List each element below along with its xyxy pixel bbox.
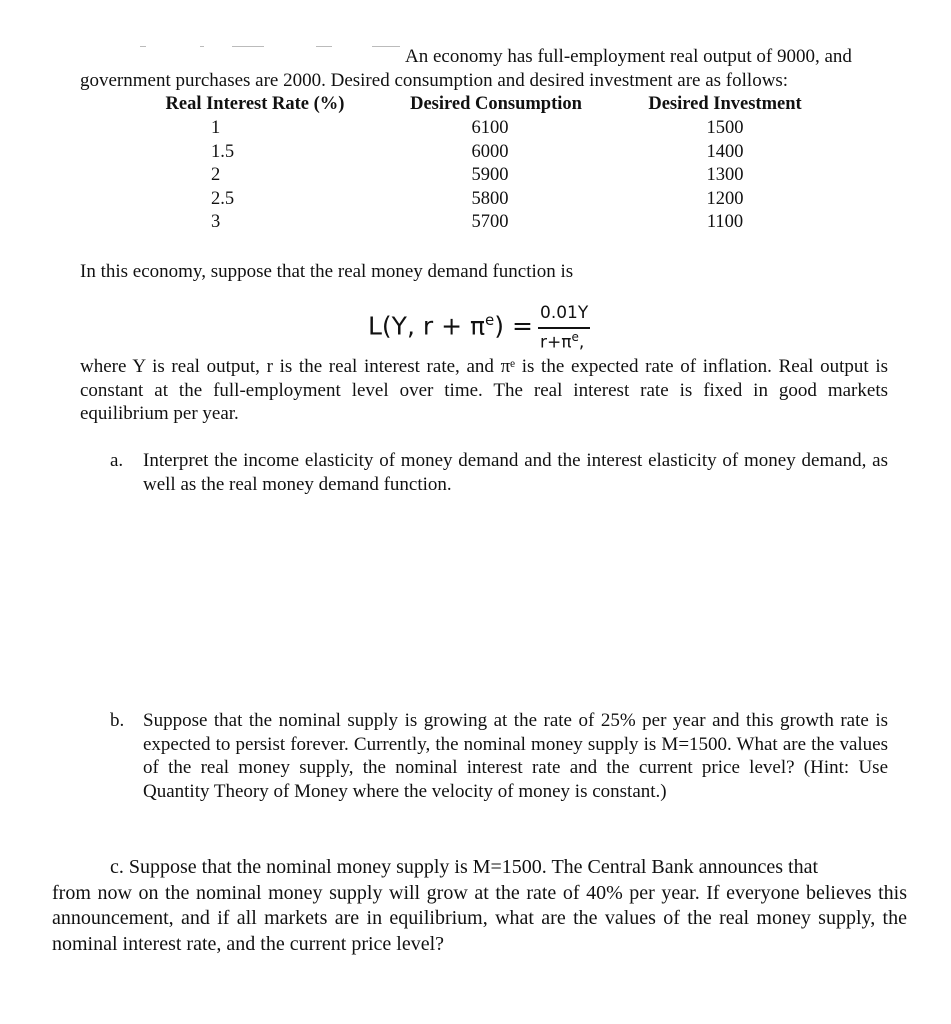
table-cell: 5800	[471, 188, 509, 209]
table-cell: 1100	[706, 212, 744, 232]
question-c-line-1: c. Suppose that the nominal money supply is M=1500. The Central Bank announces that	[110, 856, 819, 878]
table-cell: 1200	[706, 188, 744, 209]
table-cell: 6100	[471, 118, 509, 138]
table-cell: 6000	[471, 141, 509, 162]
header-real-interest-rate: Real Interest Rate (%)	[165, 94, 345, 114]
table-cell: 3	[211, 212, 221, 232]
formula-lhs: L(Y, r + π	[368, 311, 486, 341]
question-c	[52, 855, 907, 957]
table-cell: 5900	[471, 165, 509, 185]
formula-trailing-comma: ,	[578, 332, 585, 353]
question-c-text: from now on the nominal money supply will grow at the rate of 40% per year. If everyone believes this announcement, and if all markets are in equilibrium, what are the values of the real money supply, the nominal interest rate, and the current price level?	[52, 881, 907, 955]
column-desired-investment	[691, 117, 759, 235]
formula-lhs-superscript: e	[485, 311, 495, 329]
header-desired-investment: Desired Investment	[648, 94, 802, 114]
scan-artifact	[372, 46, 400, 47]
scan-artifact	[232, 46, 264, 47]
table-cell: 2.5	[211, 188, 235, 209]
question-a-text: Interpret the income elasticity of money demand and the interest elasticity of money demand, as well as the real money demand function.	[143, 450, 888, 495]
formula-close: ) =	[494, 311, 533, 341]
column-desired-consumption	[456, 117, 524, 235]
denominator-text: r+π	[540, 332, 572, 353]
money-demand-formula	[368, 311, 533, 340]
table-cell: 2	[211, 165, 221, 185]
intro-line-1: An economy has full-employment real output of 9000, and	[405, 46, 852, 67]
formula-numerator: 0.01Y	[540, 303, 589, 323]
formula-denominator	[540, 330, 584, 353]
money-demand-explanation: where Y is real output, r is the real interest rate, and πᵉ is the expected rate of inflation. Real output is constant at the full-employment level over time. The real interest rate is fixed in good markets equilibrium per year.	[80, 356, 888, 424]
question-b-text: Suppose that the nominal supply is growing at the rate of 25% per year and this growth rate is expected to persist forever. Currently, the nominal money supply is M=1500. What are the values of the real money supply, the nominal interest rate and the current price level? (Hint: Use Quantity Theory of Money where the velocity of money is constant.)	[143, 710, 888, 802]
question-a-label: a.	[110, 450, 124, 471]
intro-line-2: government purchases are 2000. Desired consumption and desired investment are as follows:	[80, 70, 789, 91]
header-desired-consumption: Desired Consumption	[410, 94, 582, 114]
question-b-label: b.	[110, 710, 125, 731]
scan-artifact	[316, 46, 332, 47]
column-real-interest-rate	[211, 117, 271, 235]
fraction-bar	[538, 327, 590, 329]
table-cell: 5700	[471, 212, 509, 232]
money-demand-intro: In this economy, suppose that the real money demand function is	[80, 261, 574, 282]
table-cell: 1	[211, 118, 221, 138]
table-cell: 1.5	[211, 141, 235, 162]
table-cell: 1300	[706, 165, 744, 185]
scan-artifact	[200, 46, 204, 47]
table-cell: 1500	[706, 118, 744, 138]
scan-artifact	[140, 46, 146, 47]
table-cell: 1400	[706, 141, 744, 162]
denominator-superscript: e	[571, 330, 579, 344]
